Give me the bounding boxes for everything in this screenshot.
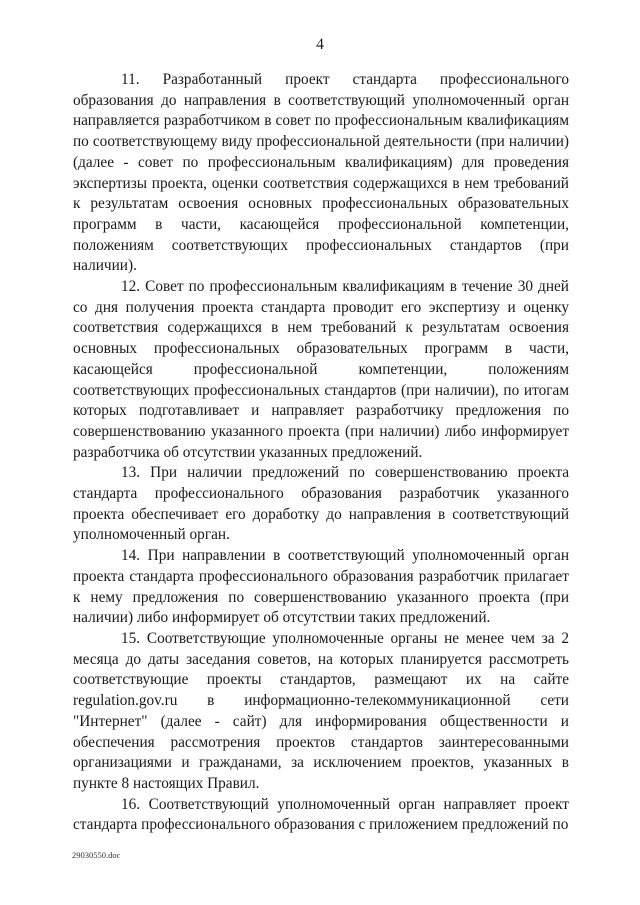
paragraph-14: 14. При направлении в соответствующий уполномоченный орган проекта стандарта профессионального образования разработчик прилагает к нему предложения по совершенствованию указанного проекта (при наличии) либо информирует об отсутствии таких предложений.: [73, 547, 569, 627]
page-number: 4: [316, 36, 324, 53]
paragraph-13: 13. При наличии предложений по совершенствованию проекта стандарта профессионального образования разработчик указанного проекта обеспечивает его доработку до направления в соответствующий уполномоченный орган.: [73, 464, 569, 544]
document-body: [73, 70, 569, 836]
paragraph-12: 12. Совет по профессиональным квалификациям в течение 30 дней со дня получения проекта стандарта проводит его экспертизу и оценку соответствия содержащихся в нем требований к результатам освоения основных профессиональных образовательных программ в части, касающейся профессиональной компетенции, положениям соответствующих профессиональных стандартов (при наличии), по итогам которых подготавливает и направляет разработчику предложения по совершенствованию указанного проекта (при наличии) либо информирует разработчика об отсутствии указанных предложений.: [73, 278, 569, 461]
paragraph-11: 11. Разработанный проект стандарта профессионального образования до направления в соответствующий уполномоченный орган направляется разработчиком в совет по профессиональным квалификациям по соответствующему виду профессиональной деятельности (при наличии) (далее - совет по профессиональным квалификациям) для проведения экспертизы проекта, оценки соответствия содержащихся в нем требований к результатам освоения основных профессиональных образовательных программ в части, касающейся профессиональной компетенции, положениям соответствующих профессиональных стандартов (при наличии).: [73, 71, 569, 275]
paragraph-15: 15. Соответствующие уполномоченные органы не менее чем за 2 месяца до даты заседания советов, на которых планируется рассмотреть соответствующие проекты стандартов, размещают их на сайте regulation.gov.ru в информационно-телекоммуникационной сети "Интернет" (далее - сайт) для информирования общественности и обеспечения рассмотрения проектов стандартов заинтересованными организациями и гражданами, за исключением проектов, указанных в пункте 8 настоящих Правил.: [73, 629, 569, 792]
paragraph-16: 16. Соответствующий уполномоченный орган направляет проект стандарта профессионального образования с приложением предложений по: [73, 795, 569, 834]
footer-document-code: 29030550.doc: [72, 850, 121, 860]
